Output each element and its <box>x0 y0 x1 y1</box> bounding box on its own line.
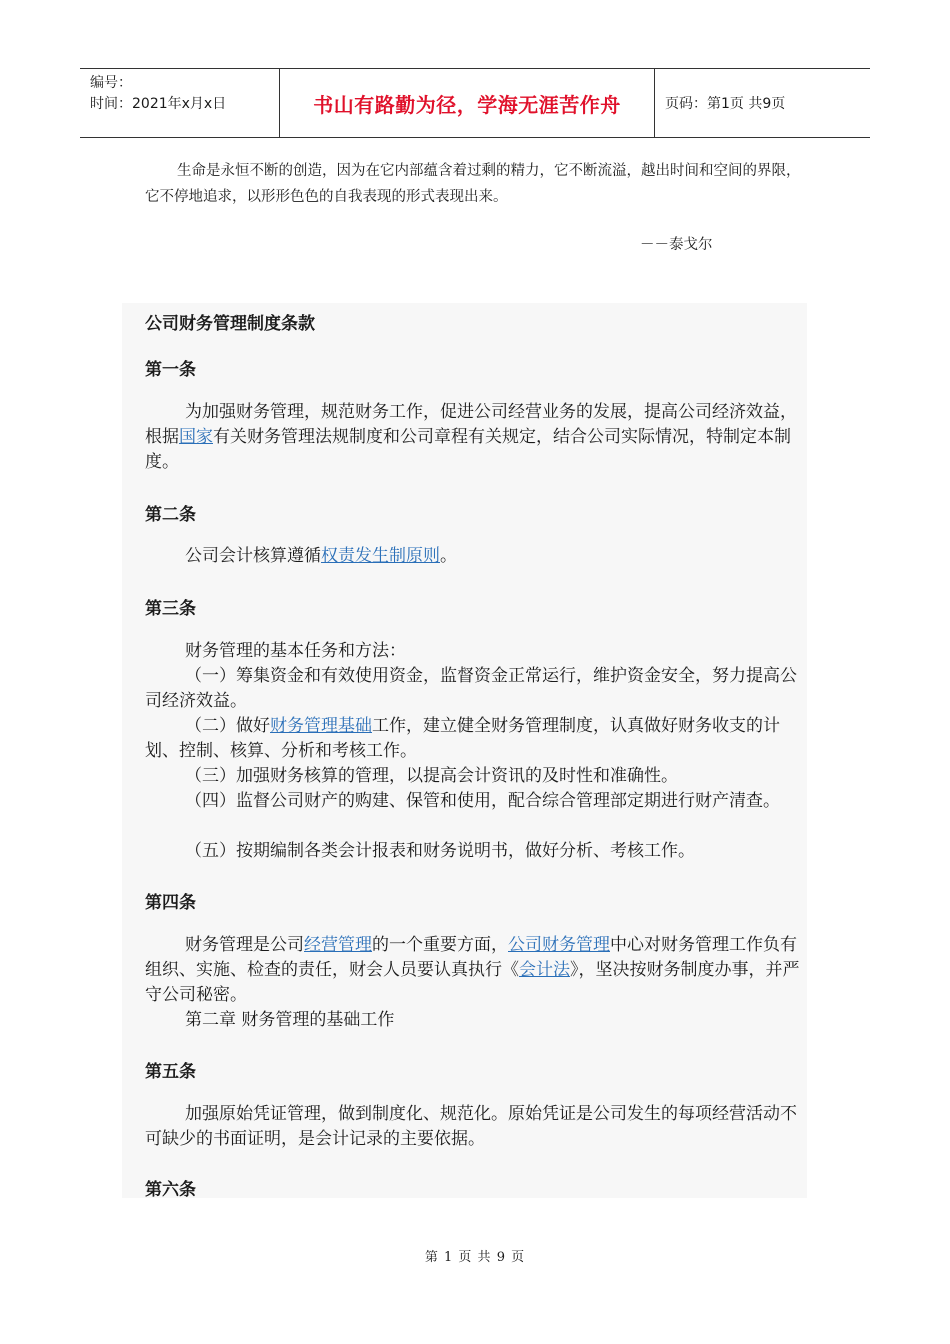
link-finance-basics[interactable]: 财务管理基础 <box>270 716 372 736</box>
number-label: 编号： <box>90 75 132 91</box>
article-3-item-1: （一）筹集资金和有效使用资金，监督资金正常运行，维护资金安全，努力提高公司经济效益。 <box>145 666 797 711</box>
article-3-intro: 财务管理的基本任务和方法： <box>185 641 406 661</box>
article-3-heading: 第三条 <box>145 599 196 619</box>
article-1-heading: 第一条 <box>145 360 196 380</box>
quote-text: 生命是永恒不断的创造，因为在它内部蕴含着过剩的精力，它不断流溢，越出时间和空间的界限，它不停地追求，以形形色色的自我表现的形式表现出来。 <box>145 163 801 205</box>
article-3-item-3: （三）加强财务核算的管理，以提高会计资讯的及时性和准确性。 <box>185 766 678 786</box>
document-body <box>122 303 807 1198</box>
link-guojia[interactable]: 国家 <box>179 427 213 447</box>
link-accrual-principle[interactable]: 权责发生制原则 <box>321 546 440 566</box>
article-3-item-2: （二）做好财务管理基础工作，建立健全财务管理制度，认真做好财务收支的计划、控制、核算、分析和考核工作。 <box>145 716 780 761</box>
chapter-2-title: 第二章 财务管理的基础工作 <box>185 1010 395 1030</box>
document-title: 公司财务管理制度条款 <box>145 314 315 334</box>
article-4-heading: 第四条 <box>145 893 196 913</box>
header-table <box>80 68 870 138</box>
article-2-heading: 第二条 <box>145 505 196 525</box>
time-label: 时间：2021年x月x日 <box>90 96 227 112</box>
link-company-finance-management[interactable]: 公司财务管理 <box>508 935 610 955</box>
link-business-management[interactable]: 经营管理 <box>304 935 372 955</box>
header-meta <box>80 69 280 137</box>
article-5-text: 加强原始凭证管理，做到制度化、规范化。原始凭证是公司发生的每项经营活动不可缺少的书面证明，是会计记录的主要依据。 <box>145 1104 797 1149</box>
article-6-heading: 第六条 <box>145 1180 196 1200</box>
article-5-heading: 第五条 <box>145 1062 196 1082</box>
article-3-item-4: （四）监督公司财产的购建、保管和使用，配合综合管理部定期进行财产清查。 <box>185 791 780 811</box>
header-motto: 书山有路勤为径，学海无涯苦作舟 <box>280 69 655 137</box>
link-accounting-law[interactable]: 会计法 <box>519 960 570 980</box>
page-footer: 第 1 页 共 9 页 <box>424 1250 526 1265</box>
quote-author: －－泰戈尔 <box>640 237 713 253</box>
article-1-text: 为加强财务管理，规范财务工作，促进公司经营业务的发展，提高公司经济效益，根据国家有关财务管理法规制度和公司章程有关规定，结合公司实际情况，特制定本制度。 <box>145 402 797 472</box>
article-3-item-5: （五）按期编制各类会计报表和财务说明书，做好分析、考核工作。 <box>185 841 695 861</box>
article-2-text: 公司会计核算遵循权责发生制原则。 <box>185 546 457 566</box>
header-page-info: 页码：第1页 共9页 <box>665 96 786 112</box>
article-4-text: 财务管理是公司经营管理的一个重要方面，公司财务管理中心对财务管理工作负有组织、实施、检查的责任，财会人员要认真执行《会计法》，坚决按财务制度办事，并严守公司秘密。 <box>145 935 800 1005</box>
